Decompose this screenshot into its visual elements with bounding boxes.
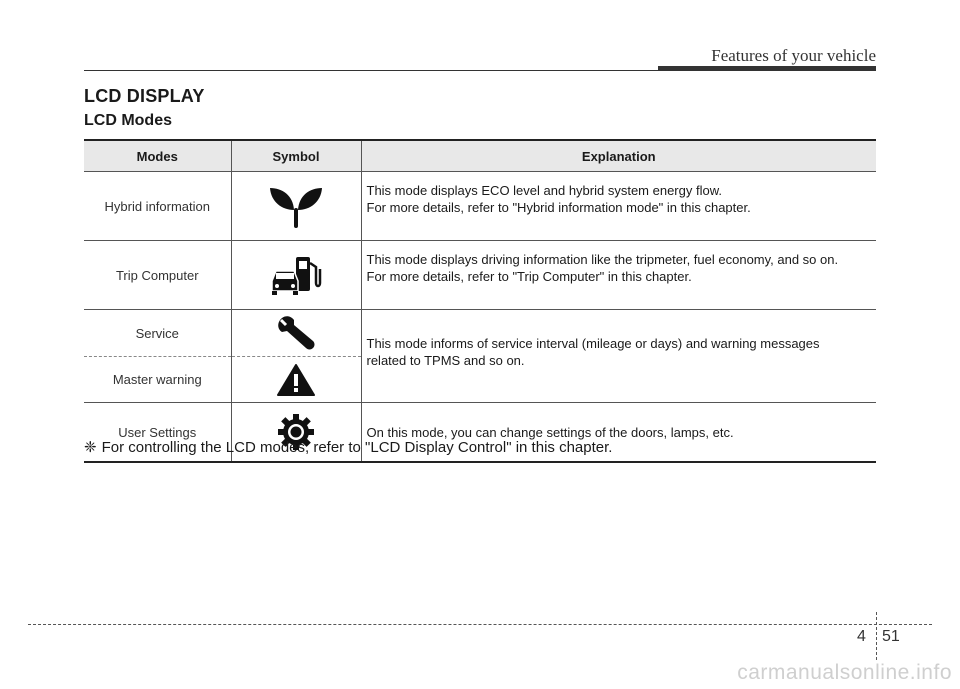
leaf-icon [266, 184, 326, 228]
explanation-line: For more details, refer to "Hybrid information mode" in this chapter. [366, 200, 751, 215]
explanation-line: On this mode, you can change settings of the doors, lamps, etc. [366, 424, 734, 440]
explanation-line: This mode informs of service interval (mileage or days) and warning messages [366, 336, 820, 351]
explanation-line: This mode displays driving information like the tripmeter, fuel economy, and so on. [366, 252, 839, 267]
footnote-text: For controlling the LCD modes, refer to "LCD Display Control" in this chapter. [101, 439, 613, 456]
page-number-divider [876, 612, 877, 660]
section-subtitle: LCD Modes [84, 112, 172, 129]
watermark: carmanualsonline.info [737, 661, 952, 684]
symbol-cell [231, 172, 361, 241]
wrench-icon [274, 314, 318, 352]
mode-name: Hybrid information [84, 172, 231, 241]
column-header-symbol: Symbol [231, 140, 361, 172]
header-rule [84, 70, 876, 71]
footer-divider [28, 624, 932, 625]
column-header-modes: Modes [84, 140, 231, 172]
mode-name: Master warning [84, 357, 231, 403]
mode-name: Service [84, 310, 231, 357]
symbol-cell [231, 357, 361, 403]
car-fuel-pump-icon [266, 253, 326, 297]
mode-name: User Settings [84, 403, 231, 463]
explanation-cell [361, 241, 876, 310]
explanation-line: This mode displays ECO level and hybrid system energy flow. [366, 183, 722, 198]
section-title: LCD DISPLAY [84, 86, 205, 106]
symbol-cell [231, 310, 361, 357]
table-row [84, 310, 876, 357]
mode-name: Trip Computer [84, 241, 231, 310]
column-header-explanation: Explanation [361, 140, 876, 172]
symbol-cell [231, 241, 361, 310]
page-number: 51 [882, 628, 900, 645]
explanation-line: related to TPMS and so on. [366, 353, 525, 368]
footnote-mark: ❈ [84, 439, 97, 456]
footnote [84, 438, 612, 456]
explanation-line: For more details, refer to "Trip Computer" in this chapter. [366, 269, 692, 284]
lcd-modes-table [84, 139, 876, 463]
table-row [84, 172, 876, 241]
table-header-row [84, 140, 876, 172]
explanation-cell [361, 310, 876, 403]
header-title: Features of your vehicle [711, 46, 876, 65]
warning-triangle-icon [276, 363, 316, 397]
table-row [84, 241, 876, 310]
explanation-cell [361, 172, 876, 241]
chapter-number: 4 [857, 628, 866, 645]
